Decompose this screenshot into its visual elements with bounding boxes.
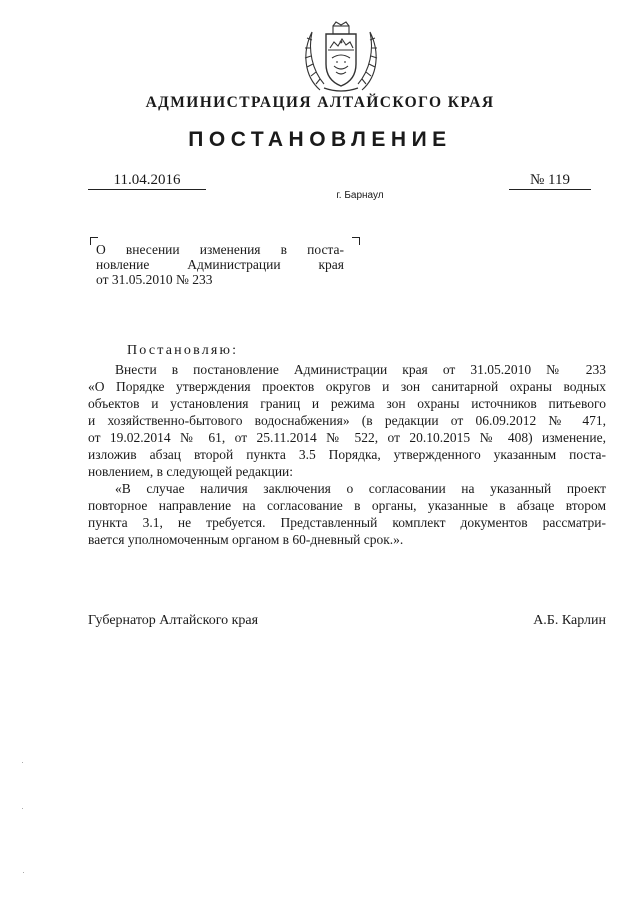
body-line: от 19.02.2014 № 61, от 25.11.2014 № 522, от 20.10.2015 № 408) изменение, bbox=[88, 430, 606, 445]
body-line: вается уполномоченным органом в 60-дневный срок.». bbox=[88, 532, 404, 547]
body-line: «В случае наличия заключения о согласовании на указанный проект bbox=[115, 481, 606, 496]
coat-of-arms-icon bbox=[300, 18, 382, 96]
body-line: повторное направление на согласование в органы, указанные в абзаце втором bbox=[88, 498, 606, 513]
document-subject bbox=[96, 242, 344, 287]
subject-line: О внесении изменения в поста- bbox=[96, 242, 344, 257]
signatory-name: А.Б. Карлин bbox=[533, 613, 606, 628]
document-date: 11.04.2016 bbox=[88, 172, 206, 190]
document-number: № 119 bbox=[509, 172, 591, 190]
decree-word: Постановляю: bbox=[127, 343, 239, 358]
scan-speck bbox=[22, 762, 23, 763]
body-line: новлением, в следующей редакции: bbox=[88, 464, 294, 479]
body-line: объектов и установления границ и режима зон охраны источников питьевого bbox=[88, 396, 606, 411]
subject-line: новление Администрации края bbox=[96, 257, 344, 272]
document-city: г. Барнаул bbox=[336, 190, 384, 201]
organization-title: АДМИНИСТРАЦИЯ АЛТАЙСКОГО КРАЯ bbox=[145, 94, 495, 111]
body-line: пункта 3.1, не требуется. Представленный комплект документов рассматри- bbox=[88, 515, 606, 530]
body-line: Внести в постановление Администрации края от 31.05.2010 № 233 bbox=[115, 362, 606, 377]
subject-corner-mark-right bbox=[352, 237, 360, 245]
signatory-position: Губернатор Алтайского края bbox=[88, 613, 259, 628]
scan-speck bbox=[23, 872, 24, 873]
scan-speck bbox=[22, 808, 23, 809]
document-type-title: ПОСТАНОВЛЕНИЕ bbox=[188, 128, 452, 151]
document-body bbox=[88, 361, 606, 548]
subject-line: от 31.05.2010 № 233 bbox=[96, 272, 213, 287]
body-line: и хозяйственно-бытового водоснабжения» (в редакции от 06.09.2012 № 471, bbox=[88, 413, 606, 428]
body-line: «О Порядке утверждения проектов округов и зон санитарной охраны водных bbox=[88, 379, 606, 394]
body-line: изложив абзац второй пункта 3.5 Порядка, утвержденного указанным поста- bbox=[88, 447, 606, 462]
